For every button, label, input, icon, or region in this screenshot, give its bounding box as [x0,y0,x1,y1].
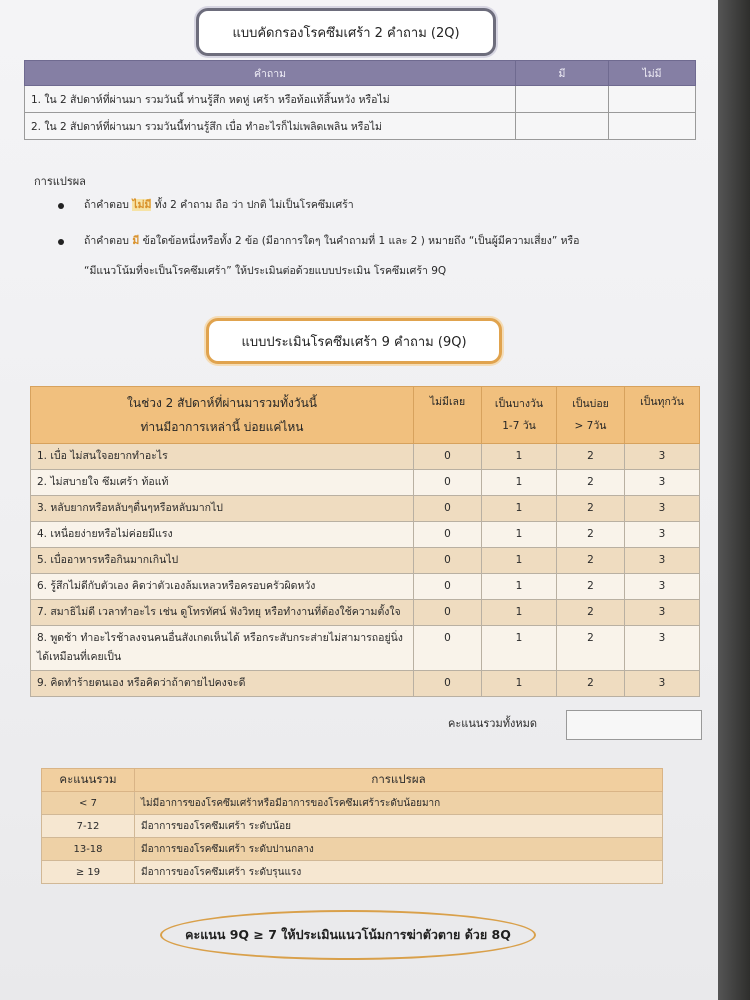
score-option-cell[interactable]: 2 [557,470,625,496]
score-option-cell[interactable]: 3 [625,548,700,574]
bullet1-prefix: ถ้าคำตอบ [84,199,129,211]
header-question: คำถาม [25,61,516,86]
table-row [31,444,700,470]
score-range: 7-12 [42,815,135,838]
header-yes: มี [516,61,609,86]
score-option-cell[interactable]: 0 [414,626,482,671]
interpretation-bullet-1 [58,196,658,214]
title-9q-text: แบบประเมินโรคซึมเศร้า 9 คำถาม (9Q) [241,334,467,350]
question-2q-2: 2. ใน 2 สัปดาห์ที่ผ่านมา รวมวันนี้ท่านรู้สึก เบื่อ ทำอะไรก็ไม่เพลิดเพลิน หรือไม่ [25,113,516,140]
title-2q-text: แบบคัดกรองโรคซึมเศร้า 2 คำถาม (2Q) [232,25,460,41]
question-9q-5: 5. เบื่ออาหารหรือกินมากเกินไป [31,548,414,574]
table-9q-body [31,444,700,697]
score-option-cell[interactable]: 1 [482,600,557,626]
answer-yes-cell[interactable] [516,113,609,140]
bullet1-highlight: ไม่มี [132,199,152,211]
header-sometimes-line2: 1-7 วัน [502,420,536,432]
table-row [25,86,696,113]
answer-yes-cell[interactable] [516,86,609,113]
score-interpretation-table [41,768,663,884]
score-option-cell[interactable]: 0 [414,470,482,496]
score-option-cell[interactable]: 2 [557,444,625,470]
score-option-cell[interactable]: 2 [557,600,625,626]
score-option-cell[interactable]: 0 [414,548,482,574]
question-9q-4: 4. เหนื่อยง่ายหรือไม่ค่อยมีแรง [31,522,414,548]
table-row [42,815,663,838]
question-9q-3: 3. หลับยากหรือหลับๆตื่นๆหรือหลับมากไป [31,496,414,522]
score-option-cell[interactable]: 1 [482,671,557,697]
question-9q-6: 6. รู้สึกไม่ดีกับตัวเอง คิดว่าตัวเองล้มเหลวหรือครอบครัวผิดหวัง [31,574,414,600]
header-question-line2: ท่านมีอาการเหล่านี้ บ่อยแค่ไหน [140,420,304,434]
score-option-cell[interactable]: 3 [625,574,700,600]
score-option-cell[interactable]: 2 [557,496,625,522]
score-option-cell[interactable]: 2 [557,626,625,671]
score-option-cell[interactable]: 3 [625,671,700,697]
table-2q [24,60,696,140]
bullet-icon [58,239,64,245]
bullet-icon [58,203,64,209]
score-option-cell[interactable]: 1 [482,444,557,470]
table-row [31,496,700,522]
footer-note [160,910,536,960]
table-row [42,792,663,815]
score-option-cell[interactable]: 3 [625,626,700,671]
score-meaning: มีอาการของโรคซึมเศร้า ระดับปานกลาง [135,838,663,861]
score-table-header [42,769,663,792]
score-option-cell[interactable]: 2 [557,522,625,548]
header-sometimes [482,387,557,444]
table-row [31,522,700,548]
header-none: ไม่มีเลย [414,387,482,444]
header-everyday: เป็นทุกวัน [625,387,700,444]
question-9q-8: 8. พูดช้า ทำอะไรช้าลงจนคนอื่นสังเกตเห็นได้ หรือกระสับกระส่ายไม่สามารถอยู่นิ่งได้เหมือนที่เคยเป็น [31,626,414,671]
score-range: < 7 [42,792,135,815]
table-row [31,548,700,574]
score-option-cell[interactable]: 0 [414,522,482,548]
score-option-cell[interactable]: 0 [414,574,482,600]
question-2q-1: 1. ใน 2 สัปดาห์ที่ผ่านมา รวมวันนี้ ท่านรู้สึก หดหู่ เศร้า หรือท้อแท้สิ้นหวัง หรือไม่ [25,86,516,113]
header-question [31,387,414,444]
score-meaning: มีอาการของโรคซึมเศร้า ระดับรุนแรง [135,861,663,884]
header-often [557,387,625,444]
score-option-cell[interactable]: 0 [414,444,482,470]
score-table-body [42,792,663,884]
score-option-cell[interactable]: 1 [482,470,557,496]
answer-no-cell[interactable] [609,113,696,140]
bullet2-suffix: ข้อใดข้อหนึ่งหรือทั้ง 2 ข้อ (มีอาการใดๆ ในคำถามที่ 1 และ 2 ) หมายถึง “เป็นผู้มีความเสี่ยง” หรือ [142,235,580,247]
score-option-cell[interactable]: 1 [482,522,557,548]
question-9q-7: 7. สมาธิไม่ดี เวลาทำอะไร เช่น ดูโทรทัศน์ ฟังวิทยุ หรือทำงานที่ต้องใช้ความตั้งใจ [31,600,414,626]
header-often-line1: เป็นบ่อย [572,398,609,410]
score-option-cell[interactable]: 2 [557,574,625,600]
total-score-label: คะแนนรวมทั้งหมด [448,717,537,730]
score-option-cell[interactable]: 1 [482,626,557,671]
bullet2-highlight: มี [132,235,140,247]
score-option-cell[interactable]: 0 [414,496,482,522]
table-9q-header [31,387,700,444]
header-no: ไม่มี [609,61,696,86]
score-option-cell[interactable]: 0 [414,600,482,626]
bullet1-suffix: ทั้ง 2 คำถาม ถือ ว่า ปกติ ไม่เป็นโรคซึมเศร้า [154,199,354,211]
footer-note-text: คะแนน 9Q ≥ 7 ให้ประเมินแนวโน้มการฆ่าตัวตาย ด้วย 8Q [185,927,511,942]
score-option-cell[interactable]: 3 [625,496,700,522]
question-9q-1: 1. เบื่อ ไม่สนใจอยากทำอะไร [31,444,414,470]
table-row [31,671,700,697]
score-option-cell[interactable]: 2 [557,548,625,574]
score-option-cell[interactable]: 3 [625,470,700,496]
score-meaning: มีอาการของโรคซึมเศร้า ระดับน้อย [135,815,663,838]
table-row [31,600,700,626]
background-edge [718,0,750,1000]
score-option-cell[interactable]: 1 [482,574,557,600]
table-row [31,626,700,671]
table-9q [30,386,700,697]
title-9q [206,318,502,364]
score-option-cell[interactable]: 0 [414,671,482,697]
interpretation-bullet-2 [58,232,678,250]
score-option-cell[interactable]: 3 [625,600,700,626]
header-question-line1: ในช่วง 2 สัปดาห์ที่ผ่านมารวมทั้งวันนี้ [127,396,317,410]
bullet2-prefix: ถ้าคำตอบ [84,235,129,247]
table-row [42,861,663,884]
answer-no-cell[interactable] [609,86,696,113]
score-option-cell[interactable]: 1 [482,496,557,522]
question-9q-9: 9. คิดทำร้ายตนเอง หรือคิดว่าถ้าตายไปคงจะดี [31,671,414,697]
score-meaning: ไม่มีอาการของโรคซึมเศร้าหรือมีอาการของโรคซึมเศร้าระดับน้อยมาก [135,792,663,815]
total-score-input[interactable] [566,710,702,740]
score-range: ≥ 19 [42,861,135,884]
score-option-cell[interactable]: 1 [482,548,557,574]
interpretation-heading: การแปรผล [34,175,86,188]
header-score: คะแนนรวม [42,769,135,792]
header-interpretation: การแปรผล [135,769,663,792]
question-9q-2: 2. ไม่สบายใจ ซึมเศร้า ท้อแท้ [31,470,414,496]
table-row [25,113,696,140]
title-2q [196,8,496,56]
score-option-cell[interactable]: 2 [557,671,625,697]
table-2q-header [25,61,696,86]
score-option-cell[interactable]: 3 [625,444,700,470]
header-sometimes-line1: เป็นบางวัน [494,398,544,410]
table-row [31,470,700,496]
bullet2-line2: “มีแนวโน้มที่จะเป็นโรคซึมเศร้า” ให้ประเมินต่อด้วยแบบประเมิน โรคซึมเศร้า 9Q [84,265,447,277]
table-row [31,574,700,600]
header-often-line2: > 7วัน [574,420,607,432]
score-range: 13-18 [42,838,135,861]
score-option-cell[interactable]: 3 [625,522,700,548]
table-row [42,838,663,861]
